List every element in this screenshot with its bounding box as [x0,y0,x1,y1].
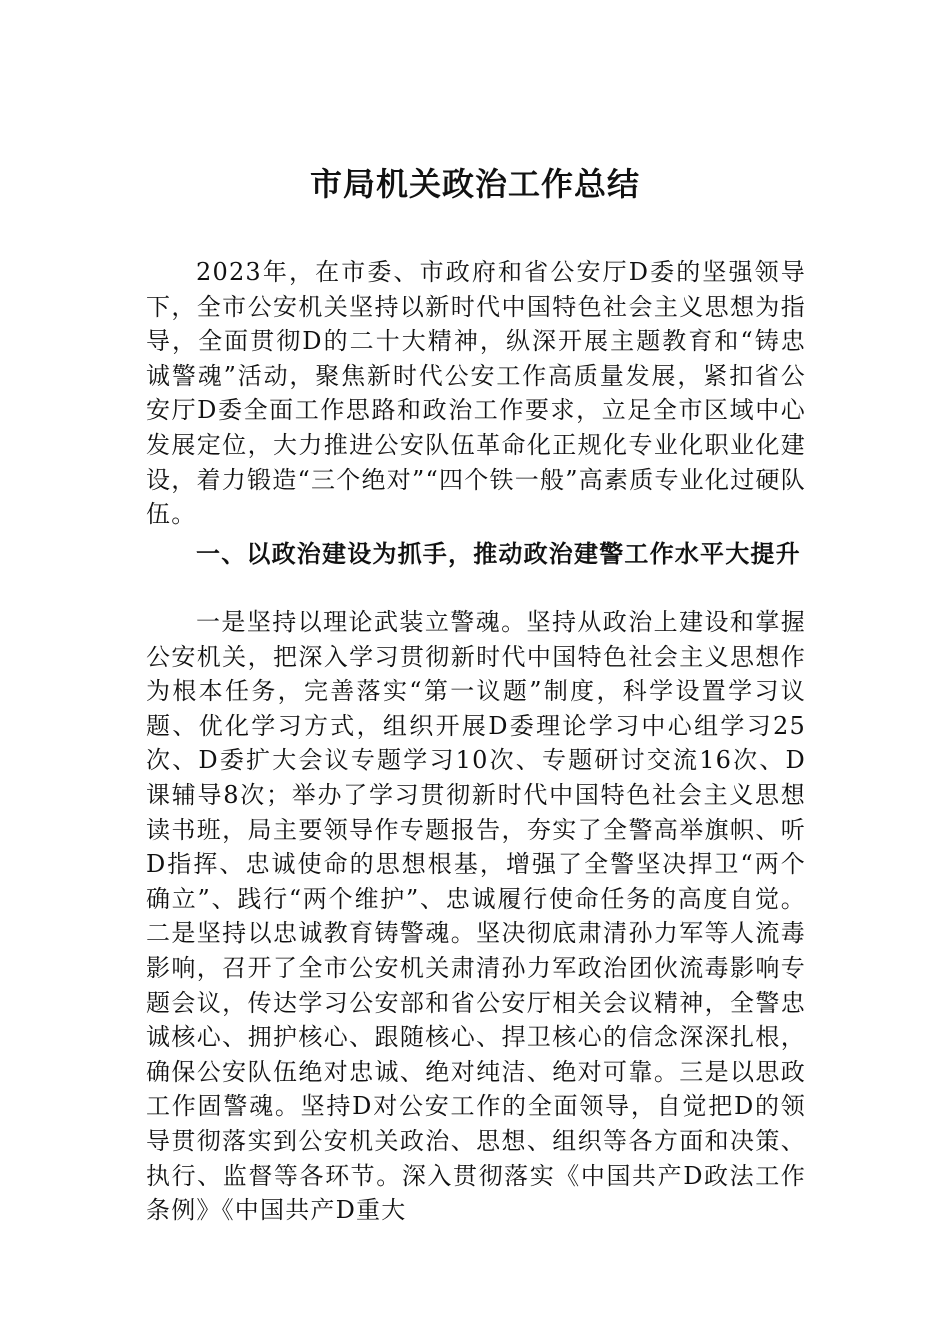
paragraph-intro: 2023年，在市委、市政府和省公安厅D委的坚强领导下，全市公安机关坚持以新时代中国特色社会主义思想为指导，全面贯彻D的二十大精神，纵深开展主题教育和“铸忠诚警魂”活动，聚焦新时代公安工作高质量发展，紧扣省公安厅D委全面工作思路和政治工作要求，立足全市区域中心发展定位，大力推进公安队伍革命化正规化专业化职业化建设，着力锻造“三个绝对”“四个铁一般”高素质专业化过硬队伍。 [146,258,806,529]
paragraph-section-1: 一是坚持以理论武装立警魂。坚持从政治上建设和掌握公安机关，把深入学习贯彻新时代中国特色社会主义思想作为根本任务，完善落实“第一议题”制度，科学设置学习议题、优化学习方式，组织开展D委理论学习中心组学习25次、D委扩大会议专题学习10次、专题研讨交流16次、D课辅导8次；举办了学习贯彻新时代中国特色社会主义思想读书班，局主要领导作专题报告，夯实了全警高举旗帜、听D指挥、忠诚使命的思想根基，增强了全警坚决捍卫“两个确立”、践行“两个维护”、忠诚履行使命任务的高度自觉。二是坚持以忠诚教育铸警魂。坚决彻底肃清孙力军等人流毒影响，召开了全市公安机关肃清孙力军政治团伙流毒影响专题会议，传达学习公安部和省公安厅相关会议精神，全警忠诚核心、拥护核心、跟随核心、捍卫核心的信念深深扎根，确保公安队伍绝对忠诚、绝对纯洁、绝对可靠。三是以思政工作固警魂。坚持D对公安工作的全面领导，自觉把D的领导贯彻落实到公安机关政治、思想、组织等各方面和决策、执行、监督等各环节。深入贯彻落实《中国共产D政法工作条例》《中国共产D重大 [146,608,806,1225]
section-heading-1: 一、以政治建设为抓手，推动政治建警工作水平大提升 [196,540,801,568]
document-title: 市局机关政治工作总结 [309,165,640,203]
